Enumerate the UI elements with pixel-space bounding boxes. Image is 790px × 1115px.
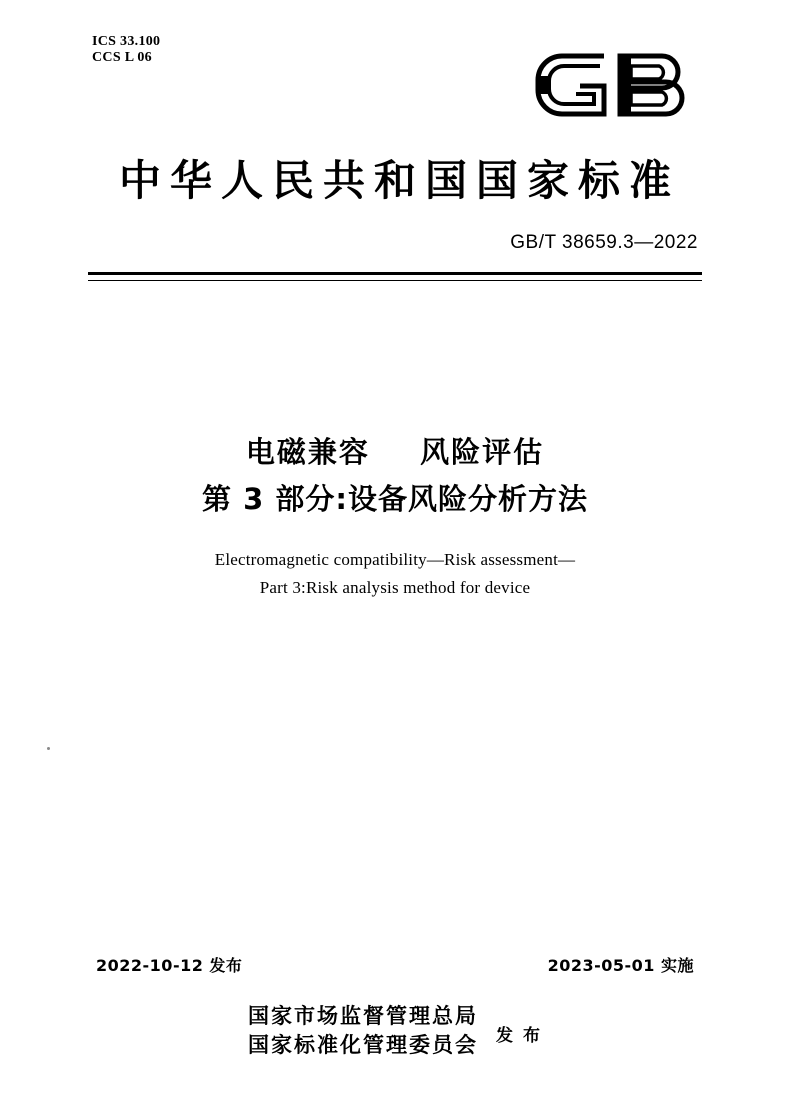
- chinese-title-line-2: 第 3 部分:设备风险分析方法: [202, 482, 588, 516]
- publish-label: 发 布: [496, 1025, 542, 1046]
- divider-thick: [88, 272, 702, 275]
- chinese-title-part-a: 电磁兼容: [245, 435, 370, 469]
- classification-codes: [92, 34, 160, 66]
- standard-number: GB/T 38659.3—2022: [510, 232, 698, 253]
- scan-artifact: [47, 747, 50, 750]
- divider-thin: [88, 280, 702, 281]
- title-block: [0, 432, 790, 602]
- gb-emblem-icon: [532, 40, 702, 130]
- chinese-title-part-b: 风险评估: [420, 435, 545, 469]
- issuer-block: [0, 1002, 790, 1060]
- english-title: [0, 546, 790, 602]
- issuer-line-2: 国家标准化管理委员会: [248, 1033, 479, 1057]
- page-title: 中华人民共和国国家标准: [118, 156, 680, 205]
- ccs-code: CCS L 06: [92, 50, 152, 65]
- ics-code: ICS 33.100: [92, 34, 161, 49]
- english-title-line-2: Part 3:Risk analysis method for device: [259, 578, 531, 597]
- issuer-names: [248, 1002, 478, 1060]
- issue-date: 2022-10-12 发布: [96, 956, 243, 975]
- issuer-line-1: 国家市场监督管理总局: [248, 1004, 479, 1028]
- chinese-title-line-1: [0, 432, 790, 472]
- implementation-date: 2023-05-01 实施: [547, 956, 694, 975]
- english-title-line-1: Electromagnetic compatibility—Risk assessment—: [214, 550, 576, 569]
